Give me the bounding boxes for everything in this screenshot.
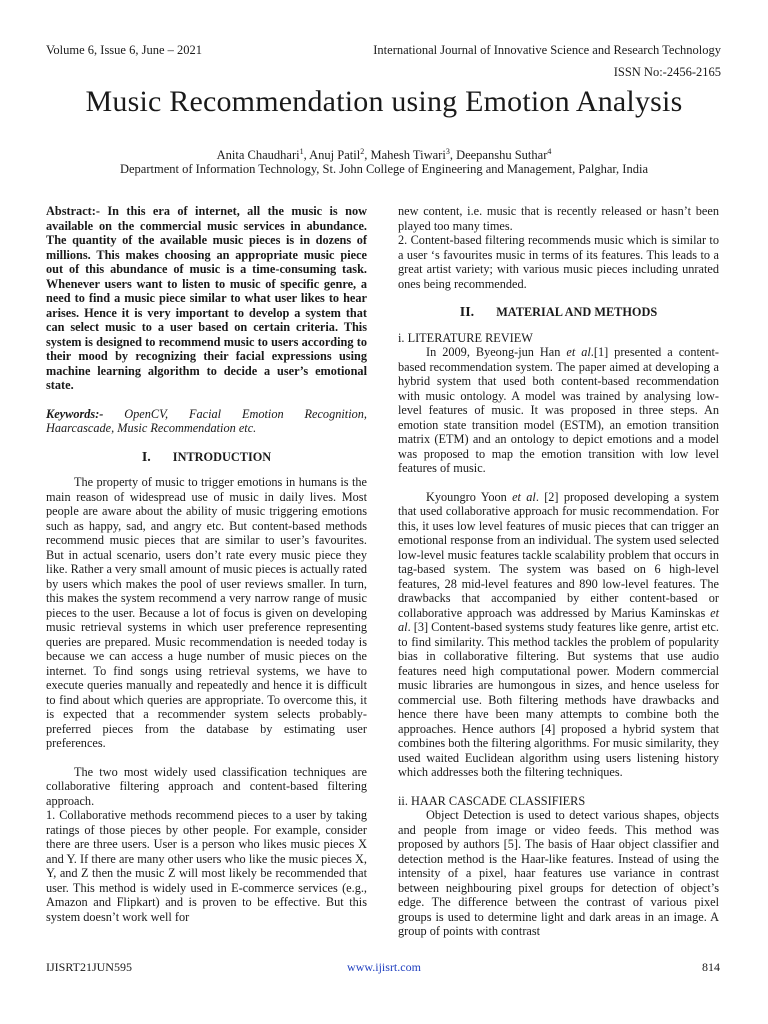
affiliation: Department of Information Technology, St. John College of Engineering and Management, Palghar, India <box>119 162 648 176</box>
text-run: In 2009, Byeong-jun Han <box>426 345 567 359</box>
paragraph: The two most widely used classification techniques are collaborative filtering approach and content-based filtering approach. <box>46 764 367 808</box>
issn: ISSN No:-2456-2165 <box>613 65 721 79</box>
section-number: II. <box>459 305 475 320</box>
abstract: Abstract:- In this era of internet, all the music is now available on the commercial music services in abundance. The quantity of the available music pieces is in dozens of millions. This makes choosing an appropriate music piece out of this abundance of music is a time-consuming task. Whenever users want to listen to music of specific genre, a need to find a music piece similar to what user likes to hear arises. Hence it is very important to develop a system that can select music to a user based on certain criteria. This system is designed to recommend music to users according to their mood by recognizing their facial expressions using machine learning algorithm to decide a user’s emotional state. <box>46 204 367 392</box>
keywords-text: OpenCV, Facial Emotion Recognition, Haarcascade, Music Recommendation etc. <box>46 406 367 435</box>
paper-code: IJISRT21JUN595 <box>46 960 132 974</box>
author-list: Anita Chaudhari$^1$, Anuj Patil$^2$, Mahesh Tiwari$^3$, Deepanshu Suthar$^4$ <box>216 147 552 163</box>
page-number: 814 <box>702 960 720 974</box>
section-heading-methods <box>398 305 719 321</box>
author-sup: 1 <box>299 147 304 156</box>
paragraph: 2. Content-based filtering recommends music which is similar to a user ‘s favourites music in terms of its features. This leads to a great artist variety; with various music pieces including unrated ones being recommended. <box>398 233 719 291</box>
section-heading-introduction <box>46 450 367 466</box>
paragraph: Object Detection is used to detect various shapes, objects and people from image or video feeds. This method was proposed by authors [5]. The basis of Haar object classifier and detection method is the Haar-like features. Instead of using the intensity of a pixel, haar features use variance in contrast between neighbouring pixel groups for detection of object’s edge. The difference between the contrast of various pixel groups is used to determine light and dark areas in an image. A group of points with contrast <box>398 808 719 938</box>
journal-url-link[interactable]: www.ijisrt.com <box>347 960 421 974</box>
paper-title: Music Recommendation using Emotion Analysis <box>85 85 683 118</box>
keywords <box>46 407 367 436</box>
text-run: . [3] Content-based systems study features like genre, artist etc. to find similarity. This method tackles the problem of popularity bias in collaborative filtering. But systems that use audio features need high computational power. Modern commercial music libraries are humongous in sizes, and hence useless for commercial use. Both filtering methods have drawbacks and hence there have been many attempts to combine both the approaches. Hence authors [4] proposed a hybrid system that combines both the filtering algorithms. For music similarity, they used waited Euclidean algorithm using users listening history which addresses both the filtering techniques. <box>398 620 720 779</box>
section-title: MATERIAL AND METHODS <box>496 305 658 319</box>
author-name: Mahesh Tiwari <box>370 148 446 163</box>
volume-info: Volume 6, Issue 6, June – 2021 <box>46 43 203 57</box>
journal-name: International Journal of Innovative Science and Research Technology <box>373 43 721 57</box>
paragraph: The property of music to trigger emotions in humans is the main reason of widespread use of music in daily lives. Most people are aware about the ability of music triggering emotions such as happy, sad, and angry etc. But content-based methods recommend music pieces that are similar to user’s favourites. But in actual scenario, users don’t rate every music piece they like. Rather a very small amount of music pieces is actually rated by users which makes the pool of user reviews smaller. In turn, this makes the system recommend a very narrow range of music pieces to the user. Because a lot of focus is given on developing music retrieval systems in which user preference representing queries are prepared. Music recommendation is needed today is because we can access a huge number of music pieces on the internet. To find songs using retrieval systems, we have to execute queries manually and repeatedly and hence it is difficult to find about which queries are appropriate. To overcome this, it is expected that a recommender system selects probably-preferred pieces from the database by estimating user preferences. <box>46 475 367 750</box>
section-number: I. <box>141 449 151 465</box>
paragraph: 1. Collaborative methods recommend pieces to a user by taking ratings of those pieces by other people. For example, consider there are three users. User is a person who likes music pieces X and Y. If there are many other users who like the music pieces X, Y, and Z then the music Z will most likely be recommended that user. This method is widely used in E-commerce services (e.g., Amazon and Flipkart) and is proven to be effective. But this system doesn’t work well for <box>46 808 367 924</box>
right-column <box>398 204 719 939</box>
paragraph: new content, i.e. music that is recently released or hasn’t been played too many times. <box>398 204 719 233</box>
text-run: .[1] presented a content-based recommendation system. The paper aimed at developing a hybrid system that used both content-based recommendation with music ontology. A model was trained by analysing low-level features of music. It was proposed in three steps. An emotion state transition model (ESTM), an emotion transition matrix (ETM) and an ontology to depict emotions and a model was proposed to map the emotion transition with low level features of music. <box>398 345 720 475</box>
author-name: Anuj Patil <box>309 148 361 163</box>
keywords-label: Keywords:- <box>46 406 104 421</box>
subsection-heading-haar-cascade: ii. HAAR CASCADE CLASSIFIERS <box>398 793 586 808</box>
text-run-italic: et al <box>566 345 591 359</box>
author-name: Anita Chaudhari <box>216 148 300 163</box>
left-column <box>46 204 367 924</box>
author-name: Deepanshu Suthar <box>456 148 548 163</box>
author-sup: 4 <box>547 147 552 156</box>
paragraph <box>398 490 719 780</box>
text-run-italic: et al <box>512 489 536 504</box>
section-title: INTRODUCTION <box>172 449 272 464</box>
paragraph <box>398 345 719 476</box>
text-run: Kyoungro Yoon <box>426 489 513 504</box>
author-sup: 2 <box>360 147 365 156</box>
text-run: . [2] proposed developing a system that used collaborative approach for music recommendation. For this, it uses low level features of music pieces that can trigger an emotional response from an individual. The system used selected low-level music features tackle scalability problem that occurs in tag-based system. The system was based on 6 high-level features, 28 mid-level features and 890 low-level features. The drawbacks that accompanied by either content-based or collaborative approach was addressed by Marius Kaminskas <box>398 489 720 620</box>
author-sup: 3 <box>445 147 450 156</box>
subsection-heading-literature-review: i. LITERATURE REVIEW <box>398 330 533 345</box>
text-run-italic: et al <box>398 605 719 634</box>
